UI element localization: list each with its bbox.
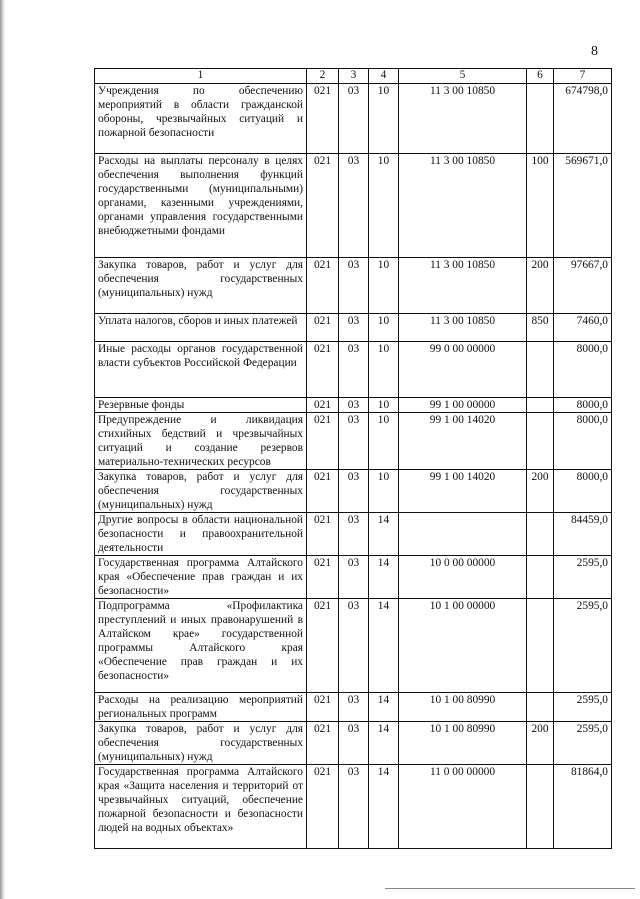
expense-type-code: 850 [527,314,554,342]
ministry-code: 021 [307,693,339,722]
expense-name: Закупка товаров, работ и услуг для обеспечения государственных (муниципальных) нужд [95,258,307,314]
budget-table [94,68,612,849]
section-code: 03 [339,398,369,413]
ministry-code: 021 [307,470,339,513]
expense-name: Иные расходы органов государственной власти субъектов Российской Федерации [95,342,307,398]
section-code: 03 [339,599,369,693]
subsection-code: 14 [369,722,399,765]
target-article-code: 11 0 00 00000 [399,765,527,849]
expense-type-code [527,398,554,413]
subsection-code: 10 [369,84,399,154]
table-row [95,693,612,722]
target-article-code: 11 3 00 10850 [399,314,527,342]
table-row [95,765,612,849]
scan-edge-shadow [0,0,5,899]
expense-name: Уплата налогов, сборов и иных платежей [95,314,307,342]
expense-type-code [527,556,554,599]
ministry-code: 021 [307,154,339,258]
expense-name: Резервные фонды [95,398,307,413]
subsection-code: 10 [369,154,399,258]
column-header: 6 [527,69,554,84]
expense-type-code [527,765,554,849]
section-code: 03 [339,556,369,599]
target-article-code: 10 1 00 80990 [399,722,527,765]
section-code: 03 [339,84,369,154]
amount: 84459,0 [554,513,612,556]
subsection-code: 10 [369,470,399,513]
target-article-code: 99 1 00 00000 [399,398,527,413]
page-number: 8 [591,44,598,59]
table-row [95,413,612,470]
ministry-code: 021 [307,556,339,599]
expense-name: Предупреждение и ликвидация стихийных бедствий и чрезвычайных ситуаций и создание резервов материально-технических ресурсов [95,413,307,470]
expense-name: Подпрограмма «Профилактика преступлений и иных правонарушений в Алтайском крае» государственной программы Алтайского края «Обеспечение прав граждан и их безопасности» [95,599,307,693]
subsection-code: 10 [369,258,399,314]
expense-name: Учреждения по обеспечению мероприятий в области гражданской обороны, чрезвычайных ситуаций и пожарной безопасности [95,84,307,154]
ministry-code: 021 [307,599,339,693]
expense-name: Государственная программа Алтайского края «Обеспечение прав граждан и их безопасности» [95,556,307,599]
target-article-code: 99 1 00 14020 [399,413,527,470]
expense-type-code [527,342,554,398]
ministry-code: 021 [307,258,339,314]
expense-type-code [527,693,554,722]
subsection-code: 10 [369,342,399,398]
expense-type-code [527,513,554,556]
amount: 7460,0 [554,314,612,342]
amount: 2595,0 [554,722,612,765]
subsection-code: 10 [369,398,399,413]
target-article-code [399,513,527,556]
target-article-code: 11 3 00 10850 [399,154,527,258]
footer-rule [385,888,635,889]
expense-type-code [527,413,554,470]
table-row [95,556,612,599]
amount: 8000,0 [554,413,612,470]
expense-name: Расходы на реализацию мероприятий региональных программ [95,693,307,722]
section-code: 03 [339,470,369,513]
section-code: 03 [339,258,369,314]
subsection-code: 14 [369,693,399,722]
section-code: 03 [339,693,369,722]
ministry-code: 021 [307,398,339,413]
expense-type-code [527,599,554,693]
column-header: 3 [339,69,369,84]
section-code: 03 [339,154,369,258]
subsection-code: 14 [369,599,399,693]
amount: 2595,0 [554,556,612,599]
expense-name: Государственная программа Алтайского края «Защита населения и территорий от чрезвычайных ситуаций, обеспечение пожарной безопасности и безопасности людей на водных объектах» [95,765,307,849]
section-code: 03 [339,413,369,470]
amount: 569671,0 [554,154,612,258]
column-header: 5 [399,69,527,84]
section-code: 03 [339,722,369,765]
table-row [95,722,612,765]
amount: 97667,0 [554,258,612,314]
header-row [95,69,612,84]
amount: 2595,0 [554,599,612,693]
target-article-code: 10 0 00 00000 [399,556,527,599]
ministry-code: 021 [307,765,339,849]
target-article-code: 10 1 00 00000 [399,599,527,693]
section-code: 03 [339,342,369,398]
section-code: 03 [339,314,369,342]
table-row [95,342,612,398]
section-code: 03 [339,765,369,849]
column-header: 4 [369,69,399,84]
column-header: 2 [307,69,339,84]
amount: 8000,0 [554,470,612,513]
ministry-code: 021 [307,84,339,154]
ministry-code: 021 [307,413,339,470]
subsection-code: 14 [369,556,399,599]
target-article-code: 99 0 00 00000 [399,342,527,398]
table-row [95,513,612,556]
section-code: 03 [339,513,369,556]
expense-name: Другие вопросы в области национальной безопасности и правоохранительной деятельности [95,513,307,556]
target-article-code: 10 1 00 80990 [399,693,527,722]
subsection-code: 10 [369,314,399,342]
expense-name: Расходы на выплаты персоналу в целях обеспечения выполнения функций государственными (муниципальными) органами, казенными учреждениями, органами управления государственными внебюджетными фондами [95,154,307,258]
expense-type-code: 100 [527,154,554,258]
column-header: 7 [554,69,612,84]
amount: 81864,0 [554,765,612,849]
table-row [95,599,612,693]
expense-name: Закупка товаров, работ и услуг для обеспечения государственных (муниципальных) нужд [95,722,307,765]
table-row [95,258,612,314]
amount: 8000,0 [554,398,612,413]
expense-type-code: 200 [527,258,554,314]
target-article-code: 11 3 00 10850 [399,84,527,154]
expense-type-code: 200 [527,470,554,513]
subsection-code: 14 [369,765,399,849]
ministry-code: 021 [307,342,339,398]
target-article-code: 99 1 00 14020 [399,470,527,513]
ministry-code: 021 [307,722,339,765]
subsection-code: 14 [369,513,399,556]
ministry-code: 021 [307,314,339,342]
table-row [95,314,612,342]
expense-name: Закупка товаров, работ и услуг для обеспечения государственных (муниципальных) нужд [95,470,307,513]
table-row [95,154,612,258]
ministry-code: 021 [307,513,339,556]
column-header: 1 [95,69,307,84]
amount: 2595,0 [554,693,612,722]
table-row [95,470,612,513]
subsection-code: 10 [369,413,399,470]
table-row [95,398,612,413]
expense-type-code: 200 [527,722,554,765]
expense-type-code [527,84,554,154]
amount: 8000,0 [554,342,612,398]
amount: 674798,0 [554,84,612,154]
table-row [95,84,612,154]
target-article-code: 11 3 00 10850 [399,258,527,314]
